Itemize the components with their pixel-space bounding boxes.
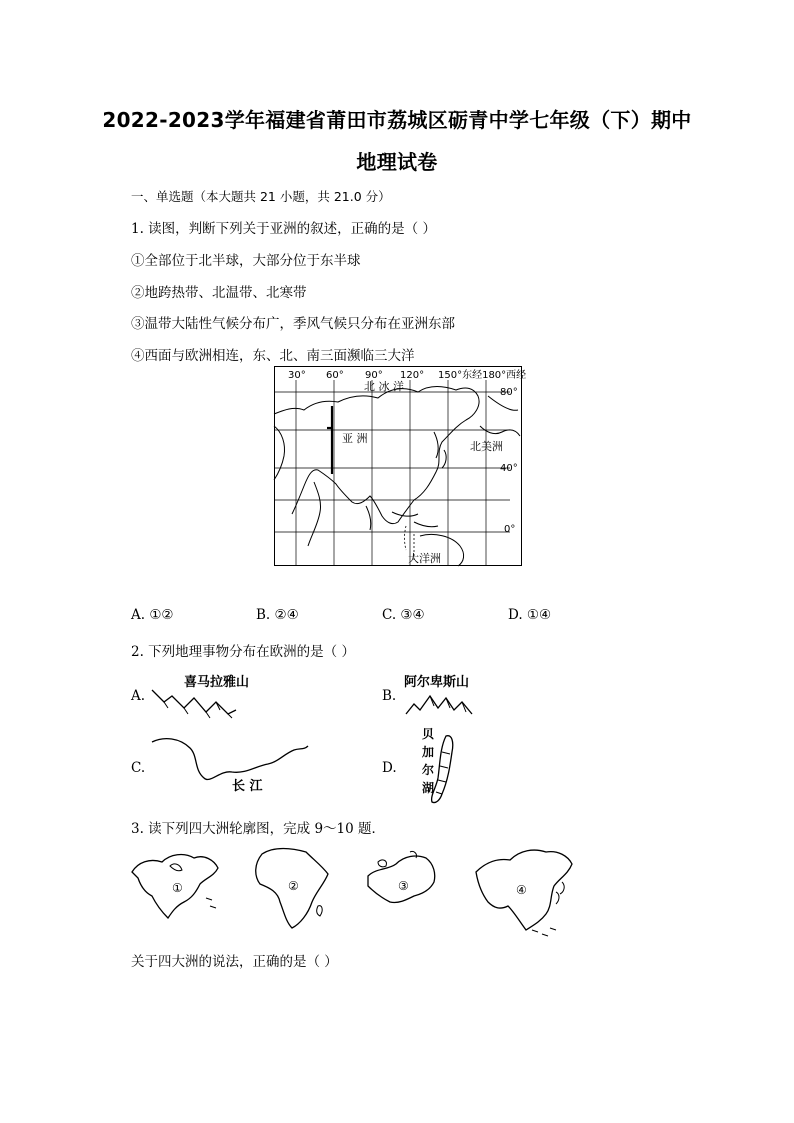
europe-outline <box>364 848 440 910</box>
svg-text:③: ③ <box>398 879 409 893</box>
svg-text:②: ② <box>288 879 299 893</box>
map-lon-30: 30° <box>288 370 306 381</box>
map-north-america: 北美洲 <box>470 440 503 453</box>
alps-mountain-icon <box>402 668 482 720</box>
svg-text:①: ① <box>172 881 183 895</box>
map-asia: 亚 洲 <box>342 432 368 445</box>
q1-option-a[interactable]: A. ①② <box>131 607 174 623</box>
map-lon-60: 60° <box>326 370 344 381</box>
q2-option-a-label[interactable]: A. <box>131 688 146 704</box>
map-lat-0: 0° <box>504 524 516 535</box>
q1-option-b[interactable]: B. ②④ <box>256 607 299 623</box>
asia-outline <box>472 842 576 942</box>
svg-text:尔: 尔 <box>422 763 435 777</box>
exam-title-line1: 2022-2023学年福建省莆田市荔城区砺青中学七年级（下）期中 <box>102 108 692 132</box>
q1-statement-1: ①全部位于北半球，大部分位于东半球 <box>131 253 361 269</box>
himalaya-mountain-icon <box>150 668 250 720</box>
map-lon-120: 120° <box>400 370 425 381</box>
map-oceania: 大洋洲 <box>408 552 441 565</box>
q1-option-d[interactable]: D. ①④ <box>508 607 552 623</box>
svg-text:喜马拉雅山: 喜马拉雅山 <box>184 675 250 690</box>
section-heading: 一、单选题（本大题共 21 小题，共 21.0 分） <box>131 189 391 204</box>
africa-outline <box>250 844 332 930</box>
north-america-outline <box>128 848 222 922</box>
q2-option-b-label[interactable]: B. <box>382 688 397 704</box>
svg-text:阿尔卑斯山: 阿尔卑斯山 <box>404 675 470 690</box>
svg-text:加: 加 <box>422 745 435 759</box>
svg-text:④: ④ <box>516 883 527 897</box>
q1-statement-2: ②地跨热带、北温带、北寒带 <box>131 285 307 301</box>
svg-text:贝: 贝 <box>422 727 435 741</box>
map-lat-80: 80° <box>500 387 518 398</box>
svg-text:长 江: 长 江 <box>232 779 263 794</box>
map-lon-90: 90° <box>365 370 383 381</box>
q1-stem: 1. 读图，判断下列关于亚洲的叙述，正确的是（ ） <box>131 221 436 237</box>
q2-option-d-label[interactable]: D. <box>382 760 397 776</box>
map-lat-40: 40° <box>500 463 518 474</box>
q1-statement-4: ④西面与欧洲相连，东、北、南三面濒临三大洋 <box>131 348 415 364</box>
baikal-lake-icon <box>402 722 462 806</box>
q3-question: 关于四大洲的说法，正确的是（ ） <box>131 954 338 970</box>
q2-stem: 2. 下列地理事物分布在欧洲的是（ ） <box>131 644 355 660</box>
exam-title-line2: 地理试卷 <box>356 150 438 174</box>
q3-stem: 3. 读下列四大洲轮廓图，完成 9～10 题． <box>131 821 386 837</box>
map-lon-150: 150°东经180°西经 <box>438 370 527 381</box>
yangtze-river-icon <box>150 730 310 800</box>
map-arctic-ocean: 北 冰 洋 <box>364 380 404 393</box>
q2-option-c-label[interactable]: C. <box>131 760 146 776</box>
q1-statement-3: ③温带大陆性气候分布广，季风气候只分布在亚洲东部 <box>131 316 455 332</box>
q1-option-c[interactable]: C. ③④ <box>382 607 425 623</box>
asia-map <box>274 366 527 568</box>
svg-text:湖: 湖 <box>422 781 435 795</box>
